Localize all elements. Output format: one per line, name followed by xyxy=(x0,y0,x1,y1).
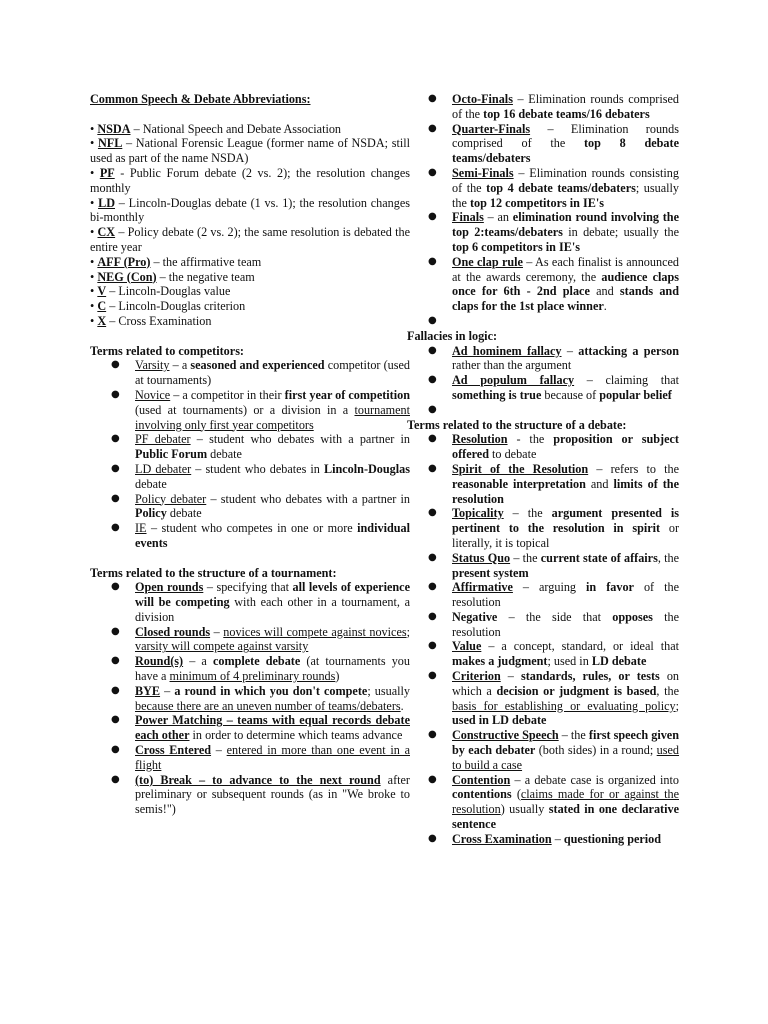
list-item xyxy=(407,210,679,254)
list-item-text: LD debater xyxy=(135,461,192,476)
list-item-text: present system xyxy=(452,565,529,580)
list-item-text: – xyxy=(210,624,224,639)
list-item-text: – a xyxy=(169,358,191,373)
list-item-text: ( xyxy=(511,787,521,802)
list-item-text: Affirmative xyxy=(452,580,513,595)
list-item-text: novices will compete against novices xyxy=(223,624,407,639)
abbreviation-item xyxy=(90,196,410,226)
list-item xyxy=(407,344,679,374)
list-item-text: Spirit of the Resolution xyxy=(452,461,589,476)
list-item-text: – the xyxy=(510,550,541,565)
list-item-text: and xyxy=(589,284,620,299)
list-item xyxy=(407,92,679,122)
list-item-text: LD debate xyxy=(591,654,647,669)
list-item-text: (to) Break – to advance to the next round xyxy=(135,772,381,787)
list-item-text: audience claps once for 6th - 2nd place xyxy=(452,269,679,299)
bullet-glyph: • xyxy=(90,254,98,269)
list-item-text: , the xyxy=(656,683,679,698)
list-item xyxy=(90,492,410,522)
list-item-text: Lincoln-Douglas xyxy=(323,461,410,476)
abbreviation-definition: – Lincoln-Douglas value xyxy=(106,284,231,299)
list-item-text: individual events xyxy=(135,521,410,550)
list-item-text: in debate; usually the xyxy=(562,225,680,240)
list-item-text: first year of competition xyxy=(284,387,410,402)
list-item-text: – arguing xyxy=(512,580,587,595)
list-item-text: and xyxy=(585,476,614,491)
bullet-glyph: • xyxy=(90,225,98,240)
list-item-text: One clap rule xyxy=(452,254,523,269)
list-item-text: ; usually xyxy=(367,683,410,698)
list-item-text: Policy xyxy=(135,506,167,521)
list-item-text: Negative xyxy=(452,609,498,624)
bullet-glyph: • xyxy=(90,313,98,328)
list-item xyxy=(90,580,410,624)
list-item xyxy=(407,669,679,728)
list-item-text: top 8 debate teams/debaters xyxy=(452,136,679,166)
list-item-text: top 16 debate teams/16 debaters xyxy=(483,106,650,121)
list-item-text: decision or judgment is based xyxy=(496,683,657,698)
list-item-text: (used at tournaments) or a division in a xyxy=(135,402,355,417)
list-item-text: Semi-Finals xyxy=(452,165,514,180)
list-item-text: Constructive Speech xyxy=(452,728,559,743)
bullet-glyph: • xyxy=(90,299,98,314)
list-item xyxy=(407,551,679,581)
list-item-text: Closed rounds xyxy=(135,624,211,639)
right-column xyxy=(407,92,679,847)
list-item xyxy=(90,462,410,492)
list-item xyxy=(90,773,410,817)
list-item xyxy=(90,654,410,684)
abbreviation-item xyxy=(90,270,410,285)
list-item-text: ; xyxy=(406,624,410,639)
list-item-text: Varsity xyxy=(135,358,170,373)
list-item-text: Value xyxy=(452,639,482,654)
list-item-text: – claiming that xyxy=(574,373,679,388)
list-item-text: debate xyxy=(135,476,167,491)
list-item-text: Quarter-Finals xyxy=(452,121,531,136)
list-item-text: because there are an uneven number of teams/debaters xyxy=(135,698,401,713)
list-item-text: used to build a case xyxy=(452,743,680,772)
list-item-text: seasoned and experienced xyxy=(190,358,325,373)
list-item-text: Cross Entered xyxy=(135,743,212,758)
bullet-glyph: • xyxy=(90,269,98,284)
debate-structure-list xyxy=(407,432,679,846)
list-item-text: basis for establishing or evaluating policy xyxy=(452,698,676,713)
list-item-text: on which a xyxy=(452,669,680,698)
list-item-text: standards, rules, or tests xyxy=(520,669,660,684)
list-item-text: all levels of experience will be competing xyxy=(135,580,410,610)
list-item-text: . xyxy=(400,698,404,713)
left-column xyxy=(90,92,410,817)
list-item-text: complete debate xyxy=(212,654,301,669)
list-item-text: – a xyxy=(183,654,213,669)
list-item-text: – xyxy=(500,669,521,684)
list-item-text: to debate xyxy=(489,447,537,462)
list-item-text: current state of affairs xyxy=(540,550,658,565)
abbreviation-list xyxy=(90,122,410,329)
competitors-list xyxy=(90,358,410,550)
list-item-text: rather than the argument xyxy=(452,358,572,373)
list-item-text: – student who debates with a partner in xyxy=(206,491,410,506)
list-item-text: BYE xyxy=(135,683,161,698)
list-item-text: or literally, it is topical xyxy=(452,521,680,550)
list-item xyxy=(407,462,679,506)
list-item-text: – refers to the xyxy=(588,461,679,476)
list-item-text: varsity will compete against varsity xyxy=(135,639,309,654)
list-item-text: reasonable interpretation xyxy=(452,476,586,491)
list-item-text: Criterion xyxy=(452,669,501,684)
bullet-glyph: • xyxy=(90,165,100,180)
list-item-text: Policy debater xyxy=(135,491,207,506)
spacer xyxy=(90,107,410,122)
list-item-text: top 12 competitors in IE's xyxy=(469,195,604,210)
list-item-text: top 6 competitors in IE's xyxy=(452,239,580,254)
list-item-text: minimum of 4 preliminary rounds xyxy=(169,669,336,684)
list-item xyxy=(90,684,410,714)
list-item-text: used in LD debate xyxy=(452,713,547,728)
list-item-text: top 4 debate teams/debaters xyxy=(486,180,636,195)
list-item-text: – an xyxy=(483,210,513,225)
abbreviation-definition: – the affirmative team xyxy=(150,254,262,269)
list-item-text: ; usually the xyxy=(452,180,679,210)
abbreviation-term: NEG (Con) xyxy=(97,269,157,284)
list-item xyxy=(90,521,410,551)
abbreviation-item xyxy=(90,136,410,166)
list-item-text: – Elimination rounds consisting of the xyxy=(452,165,679,195)
list-item xyxy=(407,773,679,832)
list-item-text: Status Quo xyxy=(452,550,511,565)
list-item xyxy=(407,832,679,847)
list-item-text: – specifying that xyxy=(203,580,293,595)
document-title: Common Speech & Debate Abbreviations: xyxy=(90,92,311,106)
abbreviation-definition: – Lincoln-Douglas criterion xyxy=(106,299,246,314)
list-item-text: , the xyxy=(657,550,680,565)
list-item-text: – a debate case is organized into xyxy=(510,772,679,787)
competitors-heading: Terms related to competitors: xyxy=(90,343,244,358)
list-item-text: – xyxy=(211,743,227,758)
elimination-rounds-list xyxy=(407,92,679,329)
list-item xyxy=(90,743,410,773)
list-item-text: of the resolution xyxy=(452,580,679,610)
list-item xyxy=(407,403,679,418)
list-item xyxy=(90,432,410,462)
list-item-text: because of xyxy=(541,387,600,402)
abbreviation-definition: – National Speech and Debate Association xyxy=(130,121,342,136)
abbreviation-term: X xyxy=(97,313,107,328)
abbreviation-definition: – the negative team xyxy=(156,269,255,284)
list-item-text: – xyxy=(551,831,564,846)
spacer xyxy=(90,329,410,344)
tournament-heading: Terms related to the structure of a tournament: xyxy=(90,565,337,580)
abbreviation-item xyxy=(90,122,410,137)
list-item-text: Public Forum xyxy=(135,447,208,462)
list-item-text: – As each finalist is announced at the awards ceremony, the xyxy=(452,254,679,284)
list-item xyxy=(407,122,679,166)
list-item-text: argument presented is pertinent to the resolution in spirit xyxy=(452,506,679,536)
list-item-text: tournament involving only first year competitors xyxy=(135,402,410,432)
list-item-text: Ad hominem fallacy xyxy=(452,343,562,358)
list-item xyxy=(90,625,410,655)
abbreviation-definition: - Public Forum debate (2 vs. 2); the resolution changes monthly xyxy=(90,165,410,195)
list-item-text: Ad populum fallacy xyxy=(452,373,575,388)
list-item-text: – a concept, standard, or ideal that xyxy=(481,639,679,654)
list-item-text: in order to determine which teams advance xyxy=(189,728,403,743)
abbreviation-item xyxy=(90,166,410,196)
bullet-glyph: • xyxy=(90,195,99,210)
list-item-text: debate xyxy=(166,506,202,521)
abbreviation-item xyxy=(90,299,410,314)
list-item xyxy=(407,506,679,550)
list-item xyxy=(407,580,679,610)
list-item-text: proposition or subject offered xyxy=(452,432,679,462)
abbreviation-term: C xyxy=(97,299,107,314)
list-item-text: something is true xyxy=(452,387,542,402)
bullet-glyph: • xyxy=(90,284,98,299)
list-item-text: Contention xyxy=(452,772,511,787)
list-item-text: ) usually xyxy=(500,802,549,817)
list-item-text: stands and claps for the 1st place winner xyxy=(452,284,679,314)
tournament-list xyxy=(90,580,410,817)
list-item-text: competitor (used at tournaments) xyxy=(135,358,410,388)
list-item-text: ) xyxy=(335,669,340,684)
abbreviation-term: LD xyxy=(98,195,115,210)
list-item-text: popular belief xyxy=(599,387,672,402)
list-item-text: – student who debates in xyxy=(191,461,324,476)
abbreviation-definition: – National Forensic League (former name of NSDA; still used as part of the name NSDA) xyxy=(90,136,410,166)
abbreviation-term: AFF (Pro) xyxy=(97,254,151,269)
list-item-text: Cross Examination xyxy=(452,831,552,846)
list-item xyxy=(90,388,410,432)
list-item-text: (at tournaments you have a xyxy=(135,654,410,684)
list-item xyxy=(90,358,410,388)
list-item xyxy=(407,373,679,403)
list-item-text: contentions xyxy=(452,787,512,802)
abbreviation-term: PF xyxy=(99,165,115,180)
bullet-glyph: • xyxy=(90,136,98,151)
list-item-text: attacking a person xyxy=(578,343,679,358)
abbreviation-item xyxy=(90,284,410,299)
list-item-text: after preliminary or subsequent rounds (as in "We broke to semis!") xyxy=(135,772,410,817)
list-item-text: IE xyxy=(135,521,147,536)
list-item-text: debate xyxy=(207,447,242,462)
list-item-text: Round(s) xyxy=(135,654,184,669)
list-item-text: (both sides) in a round; xyxy=(535,743,657,758)
abbreviation-item xyxy=(90,314,410,329)
list-item-text: a round in which you don't compete xyxy=(174,683,368,698)
list-item-text: . xyxy=(603,299,607,314)
abbreviation-definition: – Lincoln-Douglas debate (1 vs. 1); the resolution changes bi-monthly xyxy=(90,195,410,225)
list-item-text: Power Matching – teams with equal records debate each other xyxy=(135,713,410,743)
list-item xyxy=(407,255,679,314)
list-item-text: Open rounds xyxy=(135,580,204,595)
list-item-text: – the xyxy=(503,506,552,521)
list-item-text: makes a judgment xyxy=(452,654,548,669)
list-item-text: – xyxy=(160,683,175,698)
spacer xyxy=(90,551,410,566)
list-item-text: ; used in xyxy=(547,654,592,669)
list-item xyxy=(407,728,679,772)
list-item-text: PF debater xyxy=(135,432,191,447)
abbreviation-definition: – Cross Examination xyxy=(106,313,212,328)
list-item-text: Novice xyxy=(135,387,171,402)
abbreviation-definition: – Policy debate (2 vs. 2); the same resolution is debated the entire year xyxy=(90,225,410,254)
list-item-text: with each other in a tournament, a division xyxy=(135,595,410,624)
list-item xyxy=(407,314,679,329)
list-item xyxy=(407,432,679,462)
list-item-text: Topicality xyxy=(452,506,504,521)
fallacies-list xyxy=(407,344,679,418)
bullet-glyph: • xyxy=(90,121,98,136)
abbreviation-term: NSDA xyxy=(97,121,131,136)
list-item-text: entered in more than one event in a flight xyxy=(135,743,410,772)
list-item-text: Resolution xyxy=(452,432,508,447)
list-item-text: - the xyxy=(507,432,554,447)
abbreviation-term: NFL xyxy=(97,136,123,151)
abbreviation-term: V xyxy=(97,284,107,299)
list-item xyxy=(407,610,679,640)
abbreviation-item xyxy=(90,255,410,270)
list-item-text: – student who competes in one or more xyxy=(146,521,358,536)
list-item-text: limits of the resolution xyxy=(452,476,679,506)
list-item-text: – the xyxy=(558,728,589,743)
list-item-text: stated in one declarative sentence xyxy=(452,802,679,832)
list-item-text: in favor xyxy=(586,580,634,595)
list-item-text: claims made for or against the resolution xyxy=(452,787,680,817)
abbreviation-term: CX xyxy=(97,225,116,240)
list-item-text: – the side that xyxy=(497,609,613,624)
list-item-text: ; xyxy=(675,698,679,713)
list-item xyxy=(90,713,410,743)
list-item-text: Octo-Finals xyxy=(452,92,513,106)
list-item-text: questioning period xyxy=(563,831,662,846)
list-item-text: first speech given by each debater xyxy=(452,728,679,758)
list-item xyxy=(407,639,679,669)
debate-structure-heading: Terms related to the structure of a debate: xyxy=(407,417,627,432)
list-item-text: – Elimination rounds comprised of the xyxy=(452,121,679,151)
list-item-text: – student who debates with a partner in xyxy=(190,432,410,447)
list-item-text: – xyxy=(561,343,579,358)
list-item-text: Finals xyxy=(452,210,484,225)
fallacies-heading: Fallacies in logic: xyxy=(407,328,498,343)
list-item-text: – Elimination rounds comprised of the xyxy=(452,92,679,121)
list-item-text: elimination round involving the top 2:teams/debaters xyxy=(452,210,679,240)
list-item-text: the resolution xyxy=(452,609,679,639)
list-item-text: opposes xyxy=(612,609,653,624)
list-item xyxy=(407,166,679,210)
abbreviation-item xyxy=(90,225,410,255)
list-item-text: – a competitor in their xyxy=(170,387,285,402)
